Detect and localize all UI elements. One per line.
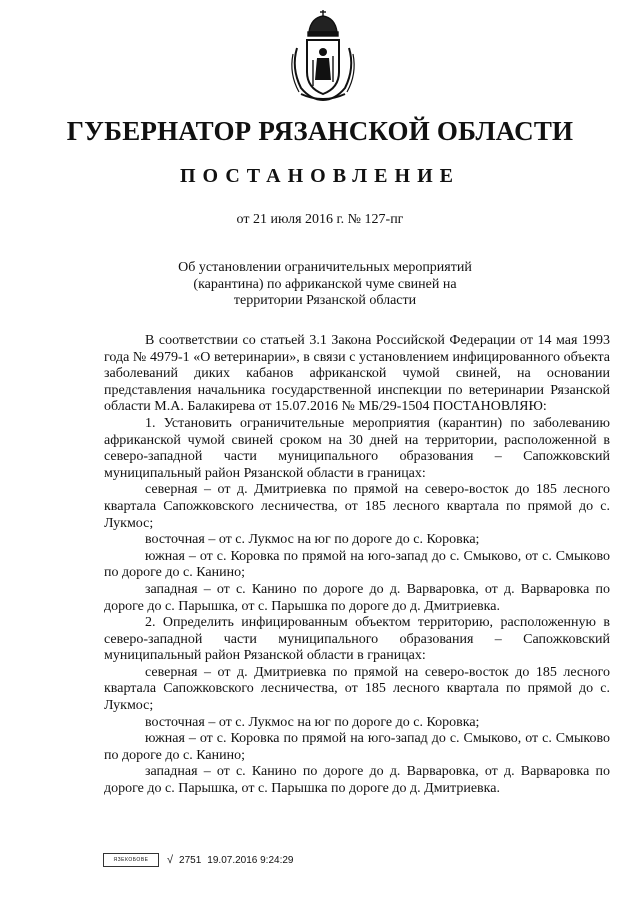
clause-2: 2. Определить инфицированным объектом территорию, расположенную в северо-западной части муниципального образования – Сапожковский муниципальный район Рязанской области в границах: (104, 615, 610, 664)
boundary-north-2: северная – от д. Дмитриевка по прямой на северо-восток до 185 лесного квартала Сапожковского лесничества, от 185 лесного квартала по прямой до с. Лукмос; (104, 664, 610, 714)
registry-stamp: ЯЗЕКОБОВЕ (103, 853, 159, 867)
issuing-authority: ГУБЕРНАТОР РЯЗАНСКОЙ ОБЛАСТИ (66, 116, 574, 146)
document-type: ПОСТАНОВЛЕНИЕ (180, 165, 460, 187)
boundary-west-2: западная – от с. Канино по дороге до д. Варваровка, от д. Варваровка по дороге до с. Парышка, от с. Парышка по дороге до д. Дмитриевка. (104, 764, 610, 797)
preamble-paragraph: В соответствии со статьей 3.1 Закона Российской Федерации от 14 мая 1993 года № 4979-1 «О ветеринарии», в связи с установлением инфицированного объекта заболеваний диких кабанов африканской чумой свиней, на основании представления начальника государственной инспекции по ветеринарии Рязанской области М.А. Балакирева от 15.07.2016 № МБ/29-1504 ПОСТАНОВЛЯЮ: (104, 333, 610, 415)
document-date-number: от 21 июля 2016 г. № 127-пг (236, 212, 404, 227)
boundary-east-2: восточная – от с. Лукмос на юг по дороге до с. Коровка; (145, 714, 480, 730)
clause-1: 1. Установить ограничительные мероприятия (карантин) по заболеванию африканской чумой свиней сроком на 30 дней на территории, расположенной в северо-западной части муниципального образования – Сапожковский муниципальный район Рязанской области в границах: (104, 415, 610, 481)
boundary-west-1: западная – от с. Канино по дороге до д. Варваровка, от д. Варваровка по дороге до с. Парышка, от с. Парышка по дороге до д. Дмитриевка. (104, 581, 610, 614)
document-body (104, 333, 610, 798)
check-mark-icon: √ (167, 854, 174, 866)
document-title: Об установлении ограничительных мероприятий (карантина) по африканской чуме свиней на территории Рязанской области (178, 260, 472, 308)
registration-footer (103, 853, 294, 867)
registration-number: 2751 (179, 854, 202, 866)
registration-timestamp: 19.07.2016 9:24:29 (207, 854, 294, 866)
boundary-east-1: восточная – от с. Лукмос на юг по дороге до с. Коровка; (145, 532, 480, 548)
boundary-south-1: южная – от с. Коровка по прямой на юго-запад до с. Смыково, от с. Смыково по дороге до с. Канино; (104, 548, 610, 581)
boundary-south-2: южная – от с. Коровка по прямой на юго-запад до с. Смыково, от с. Смыково по дороге до с. Канино; (104, 731, 610, 763)
coat-of-arms-icon (287, 8, 359, 104)
boundary-north-1: северная – от д. Дмитриевка по прямой на северо-восток до 185 лесного квартала Сапожковского лесничества, от 185 лесного квартала по прямой до с. Лукмос; (104, 482, 610, 531)
